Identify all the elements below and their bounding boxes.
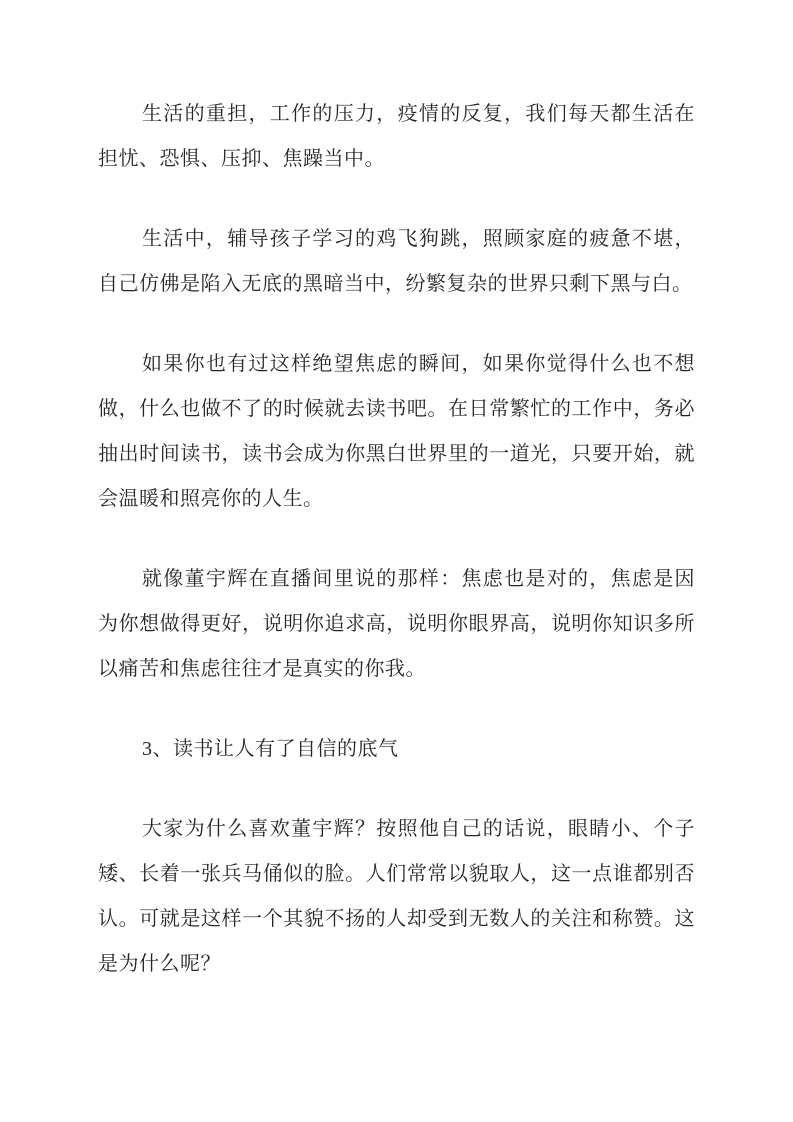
section-heading-3: 3、读书让人有了自信的底气 <box>142 738 399 760</box>
paragraph-why-like-dongyuhui: 大家为什么喜欢董宇辉？按照他自己的话说，眼睛小、个子矮、长着一张兵马俑似的脸。人们常常以貌取人，这一点谁都别否认。可就是这样一个其貌不扬的人却受到无数人的关注和称赞。这是为什么呢？ <box>98 818 695 975</box>
paragraph-daily-life: 生活中，辅导孩子学习的鸡飞狗跳，照顾家庭的疲惫不堪，自己仿佛是陷入无底的黑暗当中，纷繁复杂的世界只剩下黑与白。 <box>98 228 695 295</box>
paragraph-dongyuhui-quote: 就像董宇辉在直播间里说的那样：焦虑也是对的，焦虑是因为你想做得更好，说明你追求高，说明你眼界高，说明你知识多所以痛苦和焦虑往往才是真实的你我。 <box>98 568 695 680</box>
paragraph-reading-light: 如果你也有过这样绝望焦虑的瞬间，如果你觉得什么也不想做，什么也做不了的时候就去读书吧。在日常繁忙的工作中，务必抽出时间读书，读书会成为你黑白世界里的一道光，只要开始，就会温暖和照亮你的人生。 <box>98 353 695 510</box>
paragraph-life-burden: 生活的重担，工作的压力，疫情的反复，我们每天都生活在担忧、恐惧、压抑、焦躁当中。 <box>98 103 695 170</box>
